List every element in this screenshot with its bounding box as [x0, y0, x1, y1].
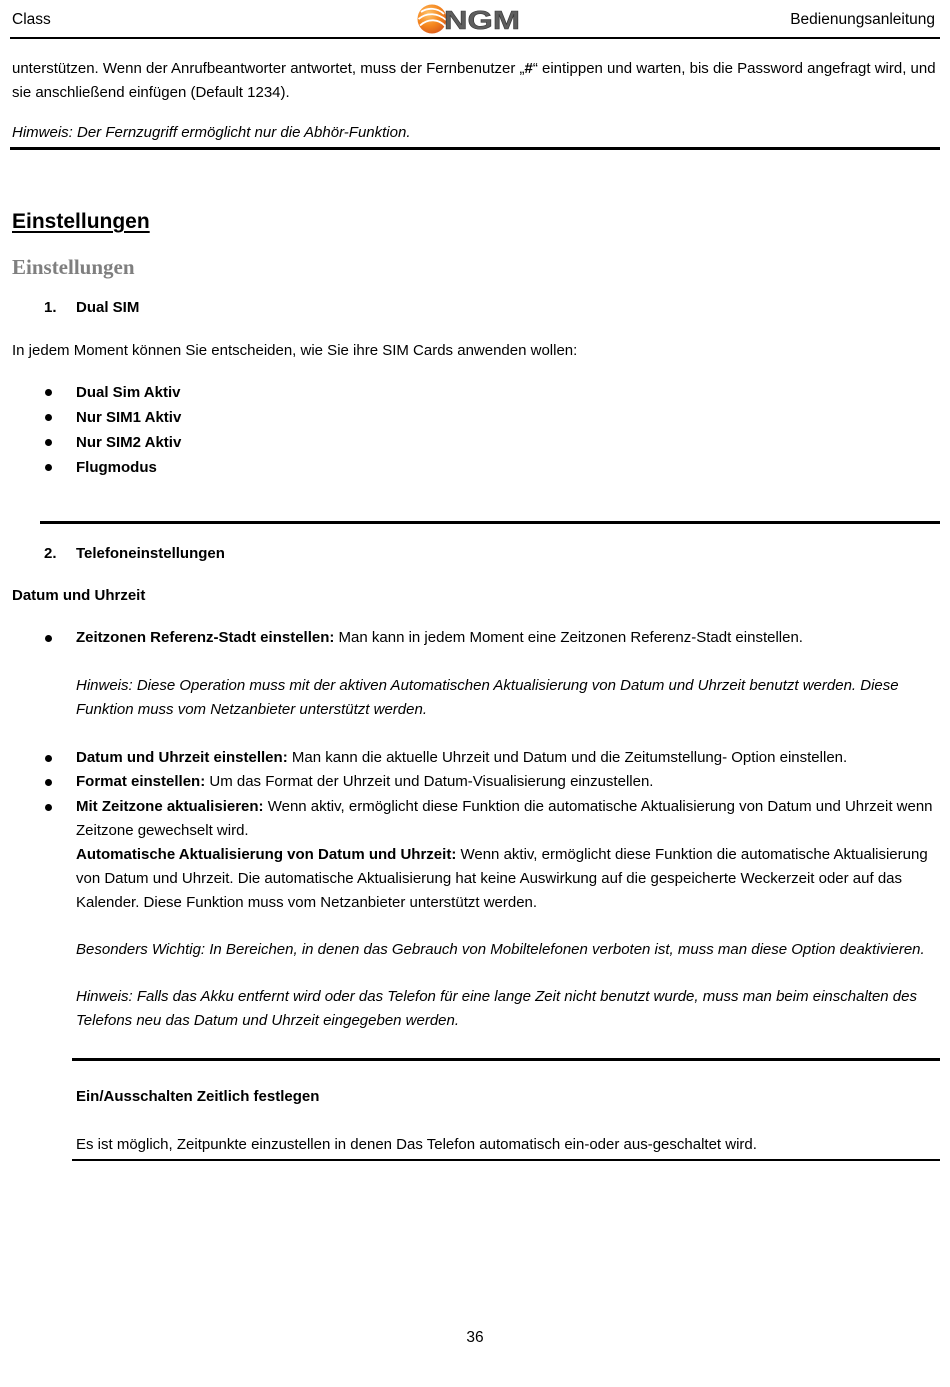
- remote-access-note: Himweis: Der Fernzugriff ermöglicht nur die Abhör-Funktion.: [12, 124, 411, 141]
- date-time-subheading: Datum und Uhrzeit: [12, 587, 146, 604]
- section-divider: [72, 1058, 940, 1061]
- auto-update-term: Automatische Aktualisierung von Datum und Uhrzeit:: [76, 846, 457, 863]
- heading-label: Telefoneinstellungen: [76, 545, 225, 562]
- bullet-icon: [45, 635, 52, 642]
- bullet-icon: [45, 389, 52, 396]
- item-term: Format einstellen:: [76, 773, 206, 790]
- list-item: [0, 626, 950, 650]
- list-item: [0, 746, 950, 770]
- list-item: [0, 795, 950, 843]
- section-divider: [10, 147, 940, 150]
- header-rule: [10, 37, 940, 39]
- item-term: Datum und Uhrzeit einstellen:: [76, 749, 288, 766]
- list-item: [0, 455, 950, 480]
- page-number: 36: [466, 1329, 484, 1346]
- auto-update-text: Wenn aktiv, ermöglicht diese Funktion die automatische Aktualisierung von Datum und Uhrzeit. Die automatische Aktualisierung hat keine Auswirkung auf die gespeicherte Weckerzeit oder auf das Kalender. Diese Funktion muss vom Netzanbieter unterstützt werden.: [76, 846, 928, 911]
- logo-swirl-icon: [418, 5, 447, 34]
- numbered-heading-dual-sim: [0, 296, 950, 320]
- ngm-logo: [416, 3, 524, 35]
- section-divider: [40, 521, 940, 524]
- bullet-icon: [45, 779, 52, 786]
- page-header: [0, 0, 950, 40]
- sim-option-label: Dual Sim Aktiv: [76, 384, 181, 401]
- sim-option-label: Flugmodus: [76, 459, 157, 476]
- battery-note: Hinweis: Falls das Akku entfernt wird oder das Telefon für eine lange Zeit nicht benutzt wurde, muss man beim einschalten des Telefons neu das Datum und Uhrzeit eingegeben werden.: [76, 988, 917, 1029]
- page-content: [0, 40, 950, 1161]
- hash-key: #: [524, 60, 533, 77]
- item-term: Zeitzonen Referenz-Stadt einstellen:: [76, 629, 335, 646]
- list-item: [0, 430, 950, 455]
- schedule-description: Es ist möglich, Zeitpunkte einzustellen in denen Das Telefon automatisch ein-oder aus-geschaltet wird.: [76, 1136, 757, 1153]
- header-left-label: Class: [12, 11, 51, 28]
- header-right-label: Bedienungsanleitung: [790, 11, 935, 28]
- sim-option-label: Nur SIM2 Aktiv: [76, 434, 182, 451]
- section-divider: [72, 1159, 940, 1161]
- item-text: Wenn aktiv, ermöglicht diese Funktion die automatische Aktualisierung von Datum und Uhrzeit wenn Zeitzone gewechselt wird.: [76, 798, 933, 839]
- bullet-icon: [45, 755, 52, 762]
- intro-paragraph: [0, 57, 950, 105]
- item-text: Man kann in jedem Moment eine Zeitzonen Referenz-Stadt einstellen.: [338, 629, 803, 646]
- item-text: Man kann die aktuelle Uhrzeit und Datum und die Zeitumstellung- Option einstellen.: [291, 749, 848, 766]
- bullet-icon: [45, 414, 52, 421]
- list-item: [0, 405, 950, 430]
- heading-number: 2.: [44, 545, 57, 562]
- section-subheading: Einstellungen: [12, 255, 135, 279]
- timezone-note: Hinweis: Diese Operation muss mit der aktiven Automatischen Aktualisierung von Datum und Uhrzeit benutzt werden. Diese Funktion muss vom Netzanbieter unterstützt werden.: [76, 677, 899, 718]
- numbered-heading-phone-settings: [0, 542, 950, 566]
- intro-text-before: unterstützen. Wenn der Anrufbeantworter antwortet, muss der Fernbenutzer „: [12, 60, 525, 77]
- heading-label: Dual SIM: [76, 299, 140, 316]
- item-term: Mit Zeitzone aktualisieren:: [76, 798, 264, 815]
- item-text: Um das Format der Uhrzeit und Datum-Visualisierung einzustellen.: [209, 773, 654, 790]
- heading-number: 1.: [44, 299, 57, 316]
- dual-sim-description: In jedem Moment können Sie entscheiden, wie Sie ihre SIM Cards anwenden wollen:: [12, 342, 578, 359]
- schedule-heading: Ein/Ausschalten Zeitlich festlegen: [76, 1088, 320, 1105]
- list-item: [0, 380, 950, 405]
- bullet-icon: [45, 464, 52, 471]
- intro-text-after: “ eintippen und warten, bis die Password angefragt wird, und sie anschließend einfügen (Default 1234).: [12, 60, 936, 101]
- auto-update-paragraph: [0, 843, 950, 915]
- bullet-icon: [45, 804, 52, 811]
- logo-text: NGM: [444, 5, 520, 35]
- sim-option-label: Nur SIM1 Aktiv: [76, 409, 182, 426]
- important-note: Besonders Wichtig: In Bereichen, in denen das Gebrauch von Mobiltelefonen verboten ist, muss man diese Option deaktivieren.: [76, 941, 925, 958]
- section-heading: Einstellungen: [12, 210, 150, 233]
- list-item: [0, 770, 950, 794]
- sim-options-list: [0, 380, 950, 480]
- bullet-icon: [45, 439, 52, 446]
